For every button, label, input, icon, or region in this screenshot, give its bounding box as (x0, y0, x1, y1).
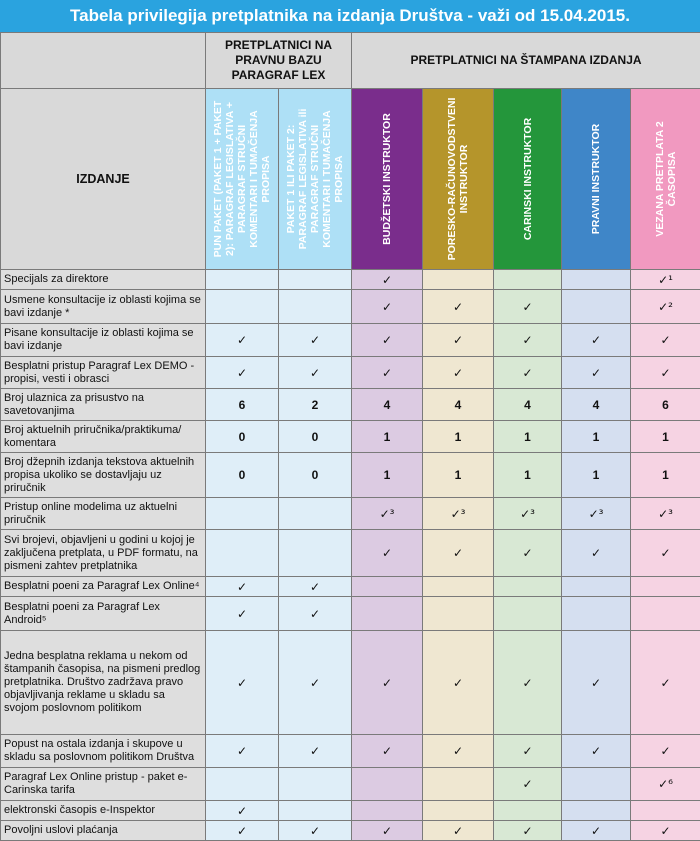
checkmark-icon: ✓³ (520, 507, 535, 521)
checkmark-icon: ✓ (660, 824, 670, 838)
column-header-label: CARINSKI INSTRUKTOR (522, 94, 534, 264)
table-cell (631, 270, 700, 290)
table-row (1, 324, 700, 357)
cell-value: 1 (662, 468, 669, 482)
checkmark-icon: ✓ (237, 366, 247, 380)
cell-value: 1 (524, 430, 531, 444)
cell-value: 1 (593, 468, 600, 482)
table-cell (494, 498, 562, 530)
group-header-print: PRETPLATNICI NA ŠTAMPANA IZDANJA (352, 33, 700, 89)
table-cell (562, 821, 631, 841)
checkmark-icon: ✓ (310, 607, 320, 621)
group-header-row (1, 33, 700, 89)
table-cell (423, 597, 494, 631)
checkmark-icon: ✓ (453, 366, 463, 380)
checkmark-icon: ✓ (453, 824, 463, 838)
table-cell (562, 735, 631, 768)
cell-value: 6 (239, 398, 246, 412)
column-header-label: PUN PAKET (PAKET 1 + PAKET 2): PARAGRAF LEGISLATIVA + PARAGRAF STRUČNI KOMENTARI I TUMAČENJA PROPISA (212, 94, 272, 264)
checkmark-icon: ✓ (453, 676, 463, 690)
checkmark-icon: ✓ (591, 546, 601, 560)
cell-value: 1 (384, 468, 391, 482)
table-cell (206, 421, 279, 453)
checkmark-icon: ✓ (310, 676, 320, 690)
column-header-label: VEZANA PRETPLATA 2 ČASOPISA (654, 94, 678, 264)
checkmark-icon: ✓ (382, 366, 392, 380)
table-cell (279, 597, 352, 631)
checkmark-icon: ✓ (522, 546, 532, 560)
row-label: Pristup online modelima uz aktuelni priručnik (1, 498, 206, 530)
table-cell (494, 530, 562, 577)
cell-value: 1 (384, 430, 391, 444)
corner-cell (1, 33, 206, 89)
column-header-1 (206, 89, 279, 270)
table-cell (352, 357, 423, 389)
column-header-label: PAKET 1 ILI PAKET 2: PARAGRAF LEGISLATIVA ili PARAGRAF STRUČNI KOMENTARI I TUMAČENJA PROPISA (285, 94, 345, 264)
column-header-5 (494, 89, 562, 270)
table-cell (631, 453, 700, 498)
table-cell (631, 768, 700, 801)
table-row (1, 735, 700, 768)
table-cell (352, 631, 423, 735)
table-cell (562, 389, 631, 421)
table-cell (279, 389, 352, 421)
table-cell (562, 768, 631, 801)
table-cell (631, 735, 700, 768)
table-cell (423, 498, 494, 530)
table-row (1, 290, 700, 324)
table-cell (631, 577, 700, 597)
row-label: Broj džepnih izdanja tekstova aktuelnih propisa ukoliko se dostavljaju uz priručnik (1, 453, 206, 498)
cell-value: 4 (455, 398, 462, 412)
table-cell (423, 389, 494, 421)
checkmark-icon: ✓² (658, 300, 673, 314)
table-row (1, 597, 700, 631)
table-row (1, 421, 700, 453)
table-cell (631, 389, 700, 421)
checkmark-icon: ✓ (522, 676, 532, 690)
checkmark-icon: ✓ (591, 366, 601, 380)
table-cell (279, 631, 352, 735)
table-row (1, 453, 700, 498)
checkmark-icon: ✓ (237, 744, 247, 758)
checkmark-icon: ✓ (591, 676, 601, 690)
column-header-label: PRAVNI INSTRUKTOR (590, 94, 602, 264)
table-cell (494, 389, 562, 421)
table-cell (562, 577, 631, 597)
table-cell (494, 453, 562, 498)
table-cell (279, 735, 352, 768)
checkmark-icon: ✓⁶ (658, 777, 673, 791)
checkmark-icon: ✓ (522, 366, 532, 380)
row-label: Povoljni uslovi plaćanja (1, 821, 206, 841)
table-row (1, 389, 700, 421)
cell-value: 4 (593, 398, 600, 412)
checkmark-icon: ✓ (237, 333, 247, 347)
row-label: Besplatni poeni za Paragraf Lex Online⁴ (1, 577, 206, 597)
table-cell (423, 821, 494, 841)
cell-value: 4 (384, 398, 391, 412)
table-cell (494, 290, 562, 324)
table-cell (631, 631, 700, 735)
table-row (1, 801, 700, 821)
table-cell (206, 498, 279, 530)
row-label: Besplatni poeni za Paragraf Lex Android⁵ (1, 597, 206, 631)
table-cell (352, 498, 423, 530)
table-cell (562, 270, 631, 290)
table-row (1, 631, 700, 735)
table-row (1, 357, 700, 389)
checkmark-icon: ✓ (660, 676, 670, 690)
checkmark-icon: ✓ (310, 366, 320, 380)
table-cell (631, 421, 700, 453)
table-cell (423, 453, 494, 498)
checkmark-icon: ✓³ (589, 507, 604, 521)
table-cell (206, 270, 279, 290)
cell-value: 2 (312, 398, 319, 412)
cell-value: 1 (662, 430, 669, 444)
table-cell (423, 290, 494, 324)
checkmark-icon: ✓ (382, 300, 392, 314)
column-header-label: BUDŽETSKI INSTRUKTOR (381, 94, 393, 264)
table-cell (423, 631, 494, 735)
table-cell (562, 324, 631, 357)
column-header-3 (352, 89, 423, 270)
table-cell (423, 577, 494, 597)
checkmark-icon: ✓ (382, 333, 392, 347)
table-cell (631, 498, 700, 530)
row-label: elektronski časopis e-Inspektor (1, 801, 206, 821)
checkmark-icon: ✓ (591, 824, 601, 838)
checkmark-icon: ✓ (660, 546, 670, 560)
row-label: Paragraf Lex Online pristup - paket e-Carinska tarifa (1, 768, 206, 801)
table-cell (279, 768, 352, 801)
row-label: Specijals za direktore (1, 270, 206, 290)
table-cell (631, 821, 700, 841)
column-header-6 (562, 89, 631, 270)
table-cell (631, 324, 700, 357)
table-cell (494, 801, 562, 821)
checkmark-icon: ✓ (660, 333, 670, 347)
table-cell (206, 357, 279, 389)
table-cell (279, 453, 352, 498)
table-cell (562, 453, 631, 498)
checkmark-icon: ✓ (382, 273, 392, 287)
cell-value: 1 (593, 430, 600, 444)
checkmark-icon: ✓ (660, 366, 670, 380)
table-row (1, 768, 700, 801)
checkmark-icon: ✓¹ (658, 273, 673, 287)
checkmark-icon: ✓ (382, 744, 392, 758)
cell-value: 1 (524, 468, 531, 482)
table-cell (352, 324, 423, 357)
table-cell (206, 389, 279, 421)
table-cell (352, 290, 423, 324)
table-cell (352, 453, 423, 498)
checkmark-icon: ✓ (310, 333, 320, 347)
table-cell (562, 290, 631, 324)
checkmark-icon: ✓ (237, 824, 247, 838)
cell-value: 4 (524, 398, 531, 412)
table-cell (352, 577, 423, 597)
table-cell (206, 597, 279, 631)
table-row (1, 270, 700, 290)
table-cell (631, 801, 700, 821)
checkmark-icon: ✓³ (658, 507, 673, 521)
checkmark-icon: ✓ (237, 804, 247, 818)
cell-value: 0 (239, 430, 246, 444)
checkmark-icon: ✓ (237, 676, 247, 690)
table-cell (494, 597, 562, 631)
table-cell (352, 270, 423, 290)
table-cell (206, 821, 279, 841)
table-cell (352, 821, 423, 841)
table-cell (562, 498, 631, 530)
izdanje-header: IZDANJE (1, 89, 206, 270)
table-cell (631, 290, 700, 324)
table-cell (206, 631, 279, 735)
table-row (1, 530, 700, 577)
table-cell (279, 530, 352, 577)
row-label: Svi brojevi, objavljeni u godini u kojoj je zaključena pretplata, u PDF formatu, na pismeni zahtev pretplatnika (1, 530, 206, 577)
table-body (1, 270, 700, 841)
page-title: Tabela privilegija pretplatnika na izdanja Društva - važi od 15.04.2015. (0, 0, 700, 32)
table-cell (352, 597, 423, 631)
table-cell (279, 821, 352, 841)
group-header-online: PRETPLATNICI NA PRAVNU BAZU PARAGRAF LEX (206, 33, 352, 89)
cell-value: 1 (455, 468, 462, 482)
row-label: Broj ulaznica za prisustvo na savetovanjima (1, 389, 206, 421)
checkmark-icon: ✓ (382, 676, 392, 690)
table-cell (562, 421, 631, 453)
table-cell (352, 389, 423, 421)
table-cell (423, 735, 494, 768)
table-cell (494, 768, 562, 801)
cell-value: 0 (239, 468, 246, 482)
checkmark-icon: ✓ (237, 580, 247, 594)
table-row (1, 577, 700, 597)
table-cell (631, 357, 700, 389)
table-cell (562, 530, 631, 577)
checkmark-icon: ✓ (237, 607, 247, 621)
row-label: Usmene konsultacije iz oblasti kojima se bavi izdanje * (1, 290, 206, 324)
checkmark-icon: ✓ (310, 744, 320, 758)
table-cell (352, 530, 423, 577)
table-row (1, 821, 700, 841)
table-cell (423, 357, 494, 389)
checkmark-icon: ✓ (591, 333, 601, 347)
column-header-7 (631, 89, 700, 270)
table-cell (206, 768, 279, 801)
table-cell (206, 735, 279, 768)
checkmark-icon: ✓ (522, 777, 532, 791)
cell-value: 1 (455, 430, 462, 444)
checkmark-icon: ✓ (660, 744, 670, 758)
table-cell (279, 577, 352, 597)
table-row (1, 498, 700, 530)
row-label: Popust na ostala izdanja i skupove u skladu sa poslovnom politikom Društva (1, 735, 206, 768)
table-cell (206, 530, 279, 577)
table-cell (279, 324, 352, 357)
checkmark-icon: ✓ (453, 300, 463, 314)
table-cell (494, 324, 562, 357)
table-cell (352, 735, 423, 768)
cell-value: 0 (312, 468, 319, 482)
table-cell (562, 631, 631, 735)
checkmark-icon: ✓ (453, 546, 463, 560)
checkmark-icon: ✓ (382, 546, 392, 560)
table-cell (423, 324, 494, 357)
checkmark-icon: ✓ (453, 744, 463, 758)
table-cell (562, 597, 631, 631)
checkmark-icon: ✓³ (380, 507, 395, 521)
row-label: Broj aktuelnih priručnika/praktikuma/ komentara (1, 421, 206, 453)
table-cell (352, 768, 423, 801)
row-label: Besplatni pristup Paragraf Lex DEMO - propisi, vesti i obrasci (1, 357, 206, 389)
table-cell (423, 530, 494, 577)
cell-value: 6 (662, 398, 669, 412)
checkmark-icon: ✓ (310, 824, 320, 838)
table-cell (206, 801, 279, 821)
checkmark-icon: ✓ (453, 333, 463, 347)
table-cell (206, 453, 279, 498)
table-cell (279, 357, 352, 389)
table-cell (562, 357, 631, 389)
table-cell (352, 421, 423, 453)
checkmark-icon: ✓ (522, 333, 532, 347)
table-cell (279, 290, 352, 324)
checkmark-icon: ✓ (522, 744, 532, 758)
column-header-row (1, 89, 700, 270)
checkmark-icon: ✓ (522, 824, 532, 838)
table-cell (423, 768, 494, 801)
checkmark-icon: ✓³ (451, 507, 466, 521)
checkmark-icon: ✓ (591, 744, 601, 758)
table-cell (423, 421, 494, 453)
table-cell (279, 421, 352, 453)
table-cell (279, 801, 352, 821)
column-header-label: PORESKO-RAČUNOVODSTVENI INSTRUKTOR (446, 94, 470, 264)
row-label: Pisane konsultacije iz oblasti kojima se bavi izdanje (1, 324, 206, 357)
table-cell (494, 421, 562, 453)
table-cell (423, 270, 494, 290)
checkmark-icon: ✓ (522, 300, 532, 314)
table-cell (631, 597, 700, 631)
table-cell (423, 801, 494, 821)
row-label: Jedna besplatna reklama u nekom od štampanih časopisa, na pismeni predlog pretplatnika. Društvo zadržava pravo objavljivanja reklame u skladu sa svojom poslovnom politikom (1, 631, 206, 735)
table-cell (562, 801, 631, 821)
column-header-4 (423, 89, 494, 270)
table-cell (279, 270, 352, 290)
table-cell (206, 577, 279, 597)
table-cell (279, 498, 352, 530)
table-cell (494, 821, 562, 841)
checkmark-icon: ✓ (310, 580, 320, 594)
checkmark-icon: ✓ (382, 824, 392, 838)
column-header-2 (279, 89, 352, 270)
table-cell (494, 631, 562, 735)
table-cell (494, 270, 562, 290)
table-cell (352, 801, 423, 821)
table-cell (494, 577, 562, 597)
table-cell (494, 735, 562, 768)
privileges-table (0, 32, 700, 841)
cell-value: 0 (312, 430, 319, 444)
table-cell (494, 357, 562, 389)
table-cell (206, 324, 279, 357)
table-cell (206, 290, 279, 324)
table-cell (631, 530, 700, 577)
